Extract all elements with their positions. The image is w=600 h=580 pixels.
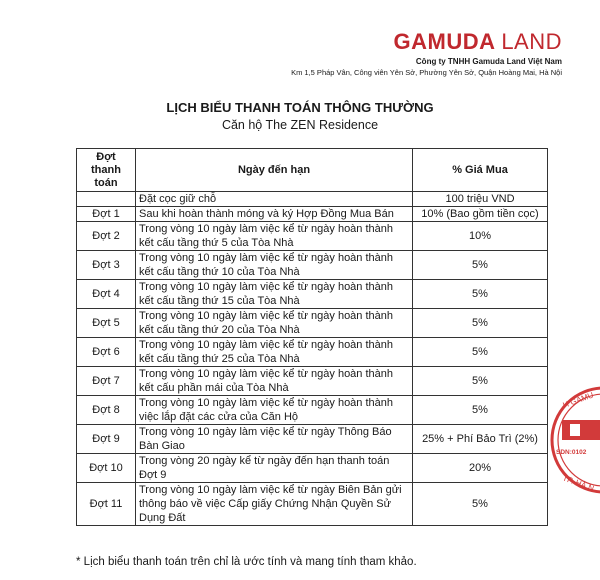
company-logo	[291, 30, 562, 54]
cell-due-date: Trong vòng 10 ngày làm việc kể từ ngày hoàn thành kết cấu tầng thứ 15 của Tòa Nhà	[136, 280, 413, 309]
table-row	[77, 222, 548, 251]
table-row	[77, 251, 548, 280]
cell-percent: 5%	[413, 367, 548, 396]
cell-phase: Đợt 5	[77, 309, 136, 338]
cell-percent: 5%	[413, 483, 548, 526]
cell-percent: 10%	[413, 222, 548, 251]
table-row	[77, 367, 548, 396]
cell-percent: 10% (Bao gồm tiền cọc)	[413, 207, 548, 222]
cell-phase: Đợt 2	[77, 222, 136, 251]
cell-phase: Đợt 1	[77, 207, 136, 222]
cell-due-date: Trong vòng 20 ngày kể từ ngày đến hạn thanh toán Đợt 9	[136, 454, 413, 483]
header-percent: % Giá Mua	[413, 149, 548, 192]
cell-percent: 20%	[413, 454, 548, 483]
cell-phase: Đợt 11	[77, 483, 136, 526]
cell-percent: 25% + Phí Bảo Trì (2%)	[413, 425, 548, 454]
cell-due-date: Sau khi hoàn thành móng và ký Hợp Đồng Mua Bán	[136, 207, 413, 222]
cell-phase: Đợt 8	[77, 396, 136, 425]
table-row	[77, 309, 548, 338]
cell-percent: 100 triệu VND	[413, 192, 548, 207]
header-due-date: Ngày đến hạn	[136, 149, 413, 192]
cell-phase: Đợt 4	[77, 280, 136, 309]
logo-main-text: GAMUDA	[393, 29, 495, 54]
cell-due-date: Trong vòng 10 ngày làm việc kể từ ngày hoàn thành kết cấu tầng thứ 5 của Tòa Nhà	[136, 222, 413, 251]
table-row	[77, 425, 548, 454]
cell-phase: Đợt 7	[77, 367, 136, 396]
cell-due-date: Trong vòng 10 ngày làm việc kể từ ngày Biên Bản gửi thông báo về việc Cấp giấy Chứng Nhận Quyền Sử Dụng Đất	[136, 483, 413, 526]
cell-due-date: Trong vòng 10 ngày làm việc kể từ ngày hoàn thành kết cấu tầng thứ 20 của Tòa Nhà	[136, 309, 413, 338]
table-row	[77, 207, 548, 222]
svg-text:TP. HÀ N: TP. HÀ N	[561, 473, 596, 494]
cell-due-date: Trong vòng 10 ngày làm việc kể từ ngày hoàn thành việc lắp đặt các cửa của Căn Hộ	[136, 396, 413, 425]
footnote: * Lịch biểu thanh toán trên chỉ là ước tính và mang tính tham khảo.	[76, 556, 417, 568]
table-header-row	[77, 149, 548, 192]
cell-due-date: Trong vòng 10 ngày làm việc kể từ ngày hoàn thành kết cấu tầng thứ 10 của Tòa Nhà	[136, 251, 413, 280]
cell-due-date: Trong vòng 10 ngày làm việc kể từ ngày Thông Báo Bàn Giao	[136, 425, 413, 454]
table-row	[77, 192, 548, 207]
cell-due-date: Trong vòng 10 ngày làm việc kể từ ngày hoàn thành kết cấu phần mái của Tòa Nhà	[136, 367, 413, 396]
table-row	[77, 280, 548, 309]
payment-schedule-table	[76, 148, 548, 526]
cell-phase: Đợt 9	[77, 425, 136, 454]
cell-phase: Đợt 3	[77, 251, 136, 280]
header-phase: Đợt thanh toán	[77, 149, 136, 192]
cell-phase: Đợt 6	[77, 338, 136, 367]
svg-text:SDN:0102: SDN:0102	[556, 449, 587, 456]
company-seal	[548, 380, 600, 505]
cell-percent: 5%	[413, 251, 548, 280]
table-row	[77, 338, 548, 367]
cell-phase	[77, 192, 136, 207]
table-row	[77, 396, 548, 425]
company-header	[291, 30, 562, 77]
cell-percent: 5%	[413, 280, 548, 309]
cell-percent: 5%	[413, 309, 548, 338]
cell-due-date: Trong vòng 10 ngày làm việc kể từ ngày hoàn thành kết cấu tầng thứ 25 của Tòa Nhà	[136, 338, 413, 367]
table-row	[77, 454, 548, 483]
document-subtitle: Căn hộ The ZEN Residence	[221, 118, 379, 132]
company-address: Km 1,5 Pháp Vân, Công viên Yên Sở, Phường Yên Sở, Quận Hoàng Mai, Hà Nội	[291, 68, 562, 77]
company-name: Công ty TNHH Gamuda Land Việt Nam	[415, 57, 562, 66]
cell-percent: 5%	[413, 396, 548, 425]
document-title: LỊCH BIỂU THANH TOÁN THÔNG THƯỜNG	[166, 100, 434, 115]
seal-graphic	[548, 380, 600, 500]
logo-sub-text: LAND	[501, 29, 562, 54]
svg-text:H GAMU: H GAMU	[561, 390, 595, 410]
cell-percent: 5%	[413, 338, 548, 367]
table-row	[77, 483, 548, 526]
cell-phase: Đợt 10	[77, 454, 136, 483]
cell-due-date: Đặt cọc giữ chỗ	[136, 192, 413, 207]
